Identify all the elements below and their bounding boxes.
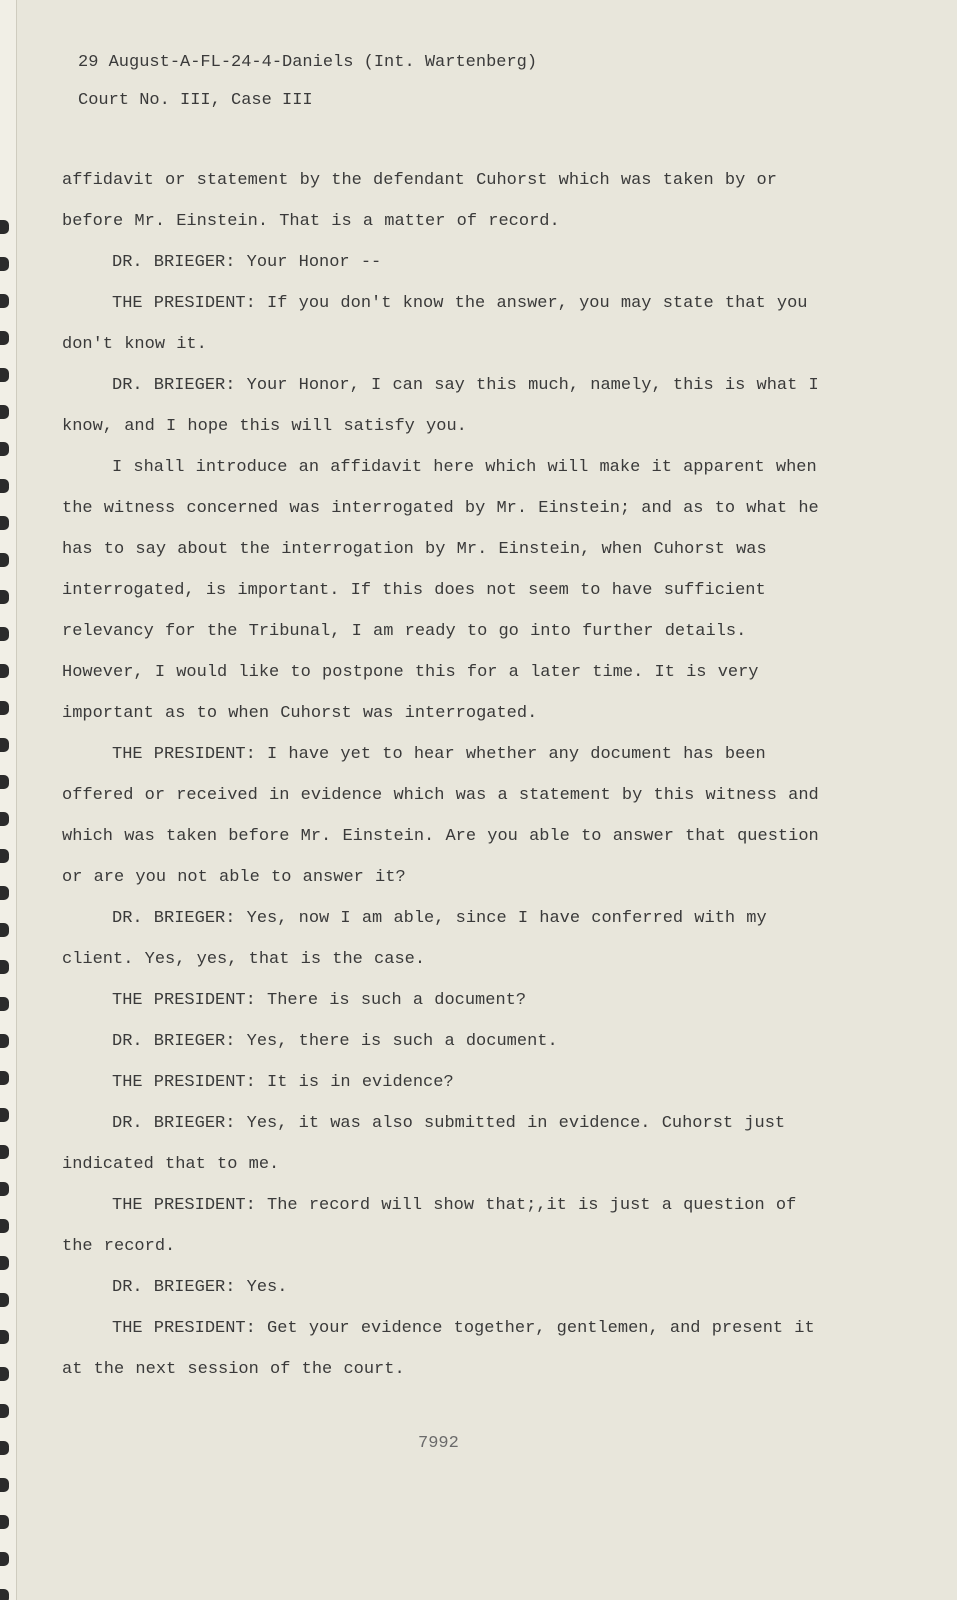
binding-hole [0,553,9,567]
binding-hole [0,775,9,789]
binding-edge [0,0,17,1600]
binding-hole [0,1293,9,1307]
binding-hole [0,294,9,308]
binding-hole [0,738,9,752]
binding-hole [0,627,9,641]
binding-hole [0,442,9,456]
binding-hole [0,257,9,271]
binding-hole [0,701,9,715]
page-number: 7992 [418,1434,459,1453]
transcript-paragraph: affidavit or statement by the defendant Cuhorst which was taken by or before Mr. Einstein. That is a matter of record. [62,171,777,231]
transcript-paragraph: DR. BRIEGER: Your Honor -- [112,253,382,272]
binding-hole [0,997,9,1011]
binding-hole [0,590,9,604]
transcript-paragraph: DR. BRIEGER: Yes, there is such a document. [112,1032,558,1051]
binding-hole [0,849,9,863]
binding-hole [0,812,9,826]
binding-hole [0,1552,9,1566]
binding-hole [0,1256,9,1270]
binding-hole [0,1441,9,1455]
transcript-paragraph: DR. BRIEGER: Yes. [112,1278,288,1297]
binding-hole [0,516,9,530]
binding-hole [0,1219,9,1233]
binding-hole [0,664,9,678]
header-line-2: Court No. III, Case III [78,91,313,110]
binding-hole [0,1515,9,1529]
binding-hole [0,1034,9,1048]
binding-hole [0,1182,9,1196]
binding-hole [0,405,9,419]
binding-hole [0,1108,9,1122]
binding-hole [0,1404,9,1418]
binding-hole [0,1478,9,1492]
binding-hole [0,368,9,382]
transcript-paragraph: DR. BRIEGER: Yes, it was also submitted in evidence. Cuhorst just indicated that to me. [62,1114,786,1174]
binding-hole [0,960,9,974]
transcript-paragraph: THE PRESIDENT: The record will show that;,it is just a question of the record. [62,1196,797,1256]
transcript-body [62,160,832,1390]
binding-hole [0,1145,9,1159]
binding-hole [0,886,9,900]
transcript-paragraph: DR. BRIEGER: Your Honor, I can say this much, namely, this is what I know, and I hope this will satisfy you. [62,376,819,436]
binding-hole [0,923,9,937]
transcript-paragraph: DR. BRIEGER: Yes, now I am able, since I have conferred with my client. Yes, yes, that is the case. [62,909,767,969]
transcript-paragraph: THE PRESIDENT: I have yet to hear whether any document has been offered or received in evidence which was a statement by this witness and which was taken before Mr. Einstein. Are you able to answer that question or are you not able to answer it? [62,745,819,887]
transcript-paragraph: THE PRESIDENT: There is such a document? [112,991,527,1010]
document-header [78,44,537,120]
binding-hole [0,1589,9,1600]
binding-hole [0,1367,9,1381]
transcript-paragraph: THE PRESIDENT: It is in evidence? [112,1073,454,1092]
header-line-1: 29 August-A-FL-24-4-Daniels (Int. Wartenberg) [78,53,538,72]
binding-hole [0,220,9,234]
transcript-paragraph: I shall introduce an affidavit here which will make it apparent when the witness concerned was interrogated by Mr. Einstein; and as to what he has to say about the interrogation by Mr. Einstein, when Cuhorst was interrogated, is important. If this does not seem to have sufficient relevancy for the Tribunal, I am ready to go into further details. However, I would like to postpone this for a later time. It is very important as to when Cuhorst was interrogated. [62,458,819,723]
binding-hole [0,1330,9,1344]
transcript-paragraph: THE PRESIDENT: Get your evidence together, gentlemen, and present it at the next session of the court. [62,1319,815,1379]
binding-hole [0,331,9,345]
transcript-paragraph: THE PRESIDENT: If you don't know the answer, you may state that you don't know it. [62,294,808,354]
binding-hole [0,479,9,493]
binding-hole [0,1071,9,1085]
